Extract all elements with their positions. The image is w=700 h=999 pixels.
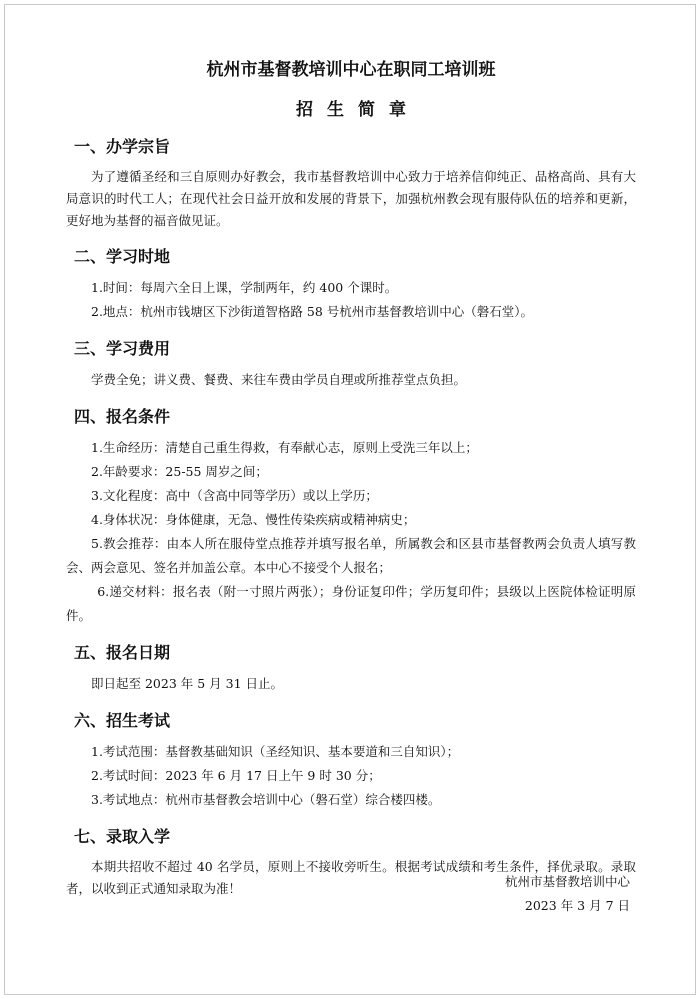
- signature-date: 2023 年 3 月 7 日: [524, 898, 630, 913]
- section-heading: 三、学习费用: [74, 339, 171, 358]
- list-item: 4.身体状况：身体健康，无急、慢性传染疾病或精神病史；: [91, 512, 416, 527]
- signature-block: [505, 870, 630, 918]
- section-fees: [66, 338, 636, 392]
- list-item: 3.文化程度：高中（含高中同等学历）或以上学历；: [91, 488, 378, 503]
- list-item: 学费全免；讲义费、餐费、来往车费由学员自理或所推荐堂点负担。: [91, 372, 467, 387]
- document-title: 杭州市基督教培训中心在职同工培训班: [206, 60, 496, 80]
- list-item: 1.生命经历：清楚自己重生得救，有奉献心志，原则上受洗三年以上；: [91, 440, 478, 455]
- section-heading: 七、录取入学: [74, 827, 171, 846]
- list-item: 即日起至 2023 年 5 月 31 日止。: [91, 676, 284, 691]
- list-item: 3.考试地点：杭州市基督教会培训中心（磐石堂）综合楼四楼。: [91, 792, 441, 807]
- list-item: 2.考试时间：2023 年 6 月 17 日上午 9 时 30 分；: [91, 768, 381, 783]
- section-heading: 一、办学宗旨: [74, 137, 171, 156]
- document-page: [66, 58, 636, 900]
- list-item: 2.地点：杭州市钱塘区下沙街道智格路 58 号杭州市基督教培训中心（磐石堂）。: [91, 304, 534, 319]
- section-time-place: [66, 246, 636, 324]
- list-item: 5.教会推荐：由本人所在服侍堂点推荐并填写报名单，所属教会和区县市基督教两会负责人填写教会、两会意见、签名并加盖公章。本中心不接受个人报名；: [66, 536, 636, 575]
- section-application-date: [66, 642, 636, 696]
- list-item: 1.时间：每周六全日上课，学制两年，约 400 个课时。: [91, 280, 398, 295]
- signature-organization: 杭州市基督教培训中心: [504, 874, 630, 889]
- section-paragraph: 为了遵循圣经和三自原则办好教会，我市基督教培训中心致力于培养信仰纯正、品格高尚、具有大局意识的时代工人；在现代社会日益开放和发展的背景下，加强杭州教会现有服侍队伍的培养和更新，更好地为基督的福音做见证。: [66, 169, 636, 228]
- section-heading: 二、学习时地: [74, 247, 171, 266]
- document-subtitle: 招生简章: [296, 100, 420, 120]
- section-paragraph: 本期共招收不超过 40 名学员，原则上不接收旁听生。根据考试成绩和考生条件，择优录取。录取者，以收到正式通知录取为准！: [66, 859, 636, 896]
- list-item: 2.年龄要求：25-55 周岁之间；: [91, 464, 268, 479]
- list-item: 6.递交材料：报名表（附一寸照片两张）；身份证复印件；学历复印件；县级以上医院体检证明原件。: [66, 584, 636, 623]
- section-heading: 六、招生考试: [74, 711, 171, 730]
- list-item: 1.考试范围：基督教基础知识（圣经知识、基本要道和三自知识）；: [91, 744, 460, 759]
- section-requirements: [66, 406, 636, 628]
- section-exam: [66, 710, 636, 812]
- section-heading: 五、报名日期: [74, 643, 171, 662]
- section-purpose: [66, 136, 636, 232]
- section-heading: 四、报名条件: [74, 407, 171, 426]
